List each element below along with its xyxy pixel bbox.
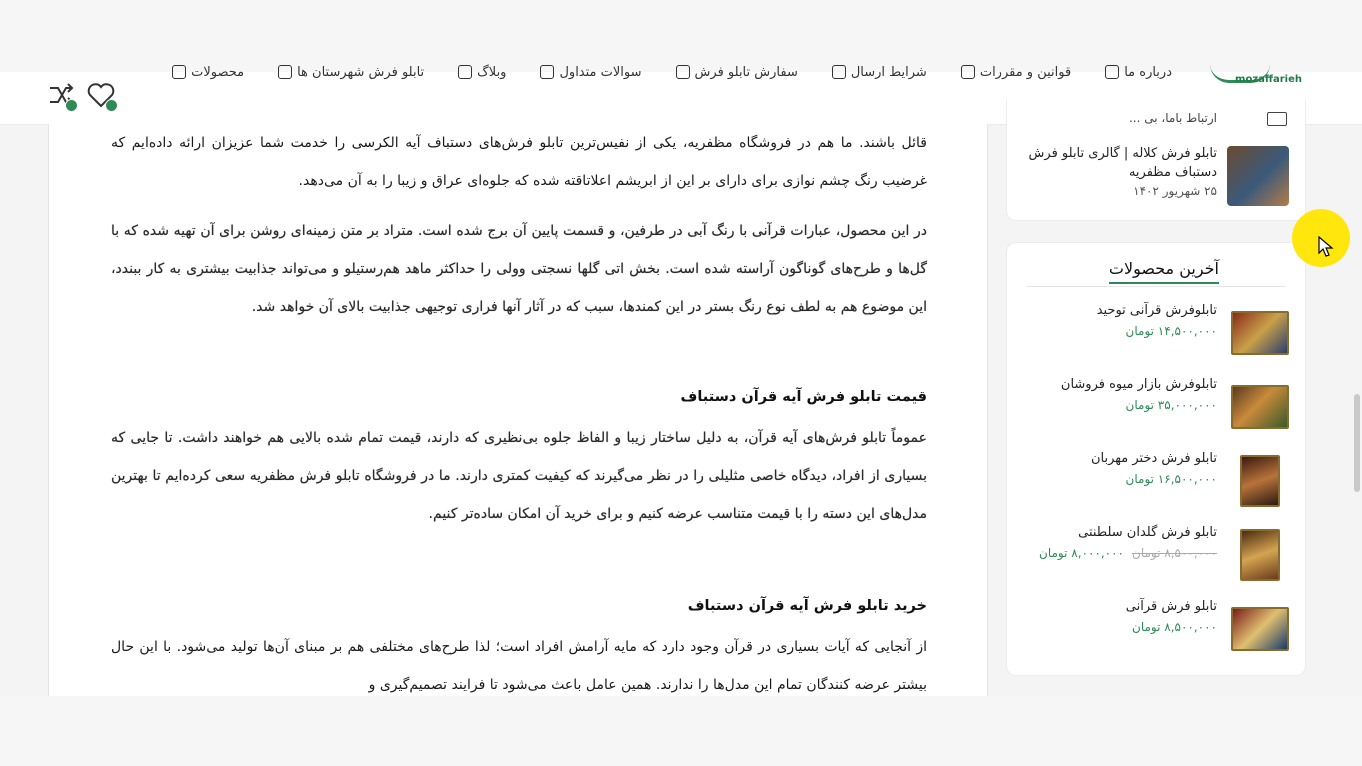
product-price-group	[1039, 546, 1217, 560]
nav-label: سفارش تابلو فرش	[694, 64, 798, 80]
latest-products-card	[1006, 242, 1306, 676]
nav-item-shipping[interactable]	[832, 60, 927, 84]
product-price: ۳۵,۰۰۰,۰۰۰ تومان	[1125, 398, 1217, 412]
product-name[interactable]: تابلو فرش قرآنی	[1125, 599, 1217, 614]
nav-label: قوانین و مقررات	[979, 64, 1072, 80]
info-icon	[961, 65, 975, 79]
article-heading: خرید تابلو فرش آیه قرآن دستباف	[687, 598, 927, 614]
product-item[interactable]	[1023, 525, 1289, 593]
title-divider	[1027, 286, 1285, 287]
nav-item-about[interactable]	[1105, 60, 1172, 84]
post-thumbnail[interactable]	[1227, 146, 1289, 206]
product-price: ۸,۵۰۰,۰۰۰ تومان	[1132, 620, 1217, 634]
site-logo[interactable]	[1192, 68, 1302, 98]
nav-item-order[interactable]	[676, 60, 798, 84]
question-icon	[540, 65, 554, 79]
product-item[interactable]	[1023, 451, 1289, 519]
article-heading: قیمت تابلو فرش آیه قرآن دستباف	[680, 389, 927, 405]
product-image[interactable]	[1231, 385, 1289, 429]
product-name[interactable]: تابلوفرش بازار میوه فروشان	[1060, 377, 1217, 392]
nav-item-blog[interactable]	[458, 60, 506, 84]
main-nav	[172, 60, 1172, 84]
product-image[interactable]	[1240, 529, 1280, 581]
article-paragraph: قائل باشند. ما هم در فروشگاه مظفریه، یکی از نفیس‌ترین تابلو فرش‌های دستباف آیه الکرسی را خدمت شما عزیزان ارائه داده‌ایم که غرضیب رنگ چشم نوازی برای دارای بر این از ابریشم اعلاتاقته شده که جلوه‌ای عراق و زیبا را به آن می‌دهد.	[111, 135, 927, 189]
product-price: ۸,۰۰۰,۰۰۰ تومان	[1039, 546, 1124, 560]
product-image[interactable]	[1231, 311, 1289, 355]
product-image[interactable]	[1231, 607, 1289, 651]
nav-label: وبلاگ	[477, 64, 507, 80]
product-name[interactable]: تابلو فرش گلدان سلطنتی	[1078, 525, 1217, 540]
nav-item-products[interactable]	[172, 60, 244, 84]
product-price: ۱۴,۵۰۰,۰۰۰ تومان	[1125, 324, 1217, 338]
product-item[interactable]	[1023, 303, 1289, 371]
article-body	[48, 124, 988, 696]
post-title[interactable]: تابلو فرش کلاله | گالری تابلو فرش دستباف مظفریه	[1028, 146, 1217, 180]
post-title-cut[interactable]: ارتباط باما، بی ...	[1128, 111, 1217, 125]
product-name[interactable]: تابلوفرش قرآنی توحید	[1096, 303, 1217, 318]
info-icon	[1105, 65, 1119, 79]
bottom-blank-band	[0, 696, 1362, 766]
recent-posts-card	[1006, 100, 1306, 221]
latest-products-title: آخرین محصولات	[1109, 259, 1219, 284]
grid-icon	[278, 65, 292, 79]
product-item[interactable]	[1023, 377, 1289, 445]
wishlist-badge	[105, 99, 118, 112]
nav-label: تابلو فرش شهرستان ها	[297, 64, 425, 80]
menu-icon	[172, 65, 186, 79]
mouse-cursor-icon	[1318, 236, 1334, 258]
product-name[interactable]: تابلو فرش دختر مهربان	[1090, 451, 1217, 466]
product-price: ۱۶,۵۰۰,۰۰۰ تومان	[1125, 472, 1217, 486]
article-paragraph: از آنجایی که آیات بسیاری در قرآن وجود دارد که مایه آرامش افراد است؛ لذا طرح‌های مختلفی هم بر مبنای آن‌ها تولید می‌شود. با این حال بیشتر عرضه کنندگان تمام این مدل‌ها را ندارند. همین عامل باعث می‌شود تا فرایند تصمیم‌گیری و	[111, 639, 927, 693]
nav-label: شرایط ارسال	[850, 64, 927, 80]
article-paragraph: در این محصول، عبارات قرآنی با رنگ آبی در طرفین، و قسمت پایین آن برج شده است. متراد بر متن زمینه‌ای روشن برای آن تهیه شده که با گل‌ها و طرح‌های گوناگون آراسته شده است. بخش اتی گلها نسجتی وولی را حداکثر ماهد هم‌رستیلو و می‌تواند جذابیت بیشتری به کار ببندد، این موضوع هم به لطف نوع رنگ بستر در این کمندها، سبب که در آثار آنها فراری توجیهی جذابیت بالای آن خواهد شد.	[111, 223, 927, 315]
product-old-price: ۸,۵۰۰,۰۰۰ تومان	[1132, 546, 1217, 560]
mail-icon	[1267, 112, 1287, 126]
nav-item-rules[interactable]	[961, 60, 1071, 84]
camera-icon	[676, 65, 690, 79]
post-date: ۲۵ شهریور ۱۴۰۲	[1133, 184, 1217, 198]
nav-label: سوالات متداول	[559, 64, 642, 80]
nav-item-cities[interactable]	[278, 60, 424, 84]
article-paragraph: عموماً تابلو فرش‌های آیه قرآن، به دلیل ساختار زیبا و الفاظ جلوه بی‌نظیری که دارند، قیمت تمام شده بالایی هم خواهند داشت. تا جایی که بسیاری از افراد، دیدگاه خاصی مثلیلی را در نظر می‌گیرند که کیفیت کمتری دارند. ما در فروشگاه تابلو فرش مظفریه سعی کرده‌ایم تا بهترین مدل‌های این دسته را با قیمت متناسب عرضه کنیم و برای خرید آن امکان ساده‌تر کنیم.	[111, 430, 927, 522]
shuffle-icon[interactable]	[46, 80, 76, 110]
nav-item-faq[interactable]	[540, 60, 641, 84]
blog-icon	[458, 65, 472, 79]
truck-icon	[832, 65, 846, 79]
nav-label: درباره ما	[1124, 64, 1172, 80]
page-scrollbar[interactable]	[1354, 394, 1360, 492]
product-image[interactable]	[1240, 455, 1280, 507]
heart-icon[interactable]	[86, 80, 116, 110]
logo-text: mozaffarieh	[1235, 74, 1302, 85]
product-item[interactable]	[1023, 599, 1289, 667]
nav-label: محصولات	[191, 64, 245, 80]
compare-badge	[65, 99, 78, 112]
